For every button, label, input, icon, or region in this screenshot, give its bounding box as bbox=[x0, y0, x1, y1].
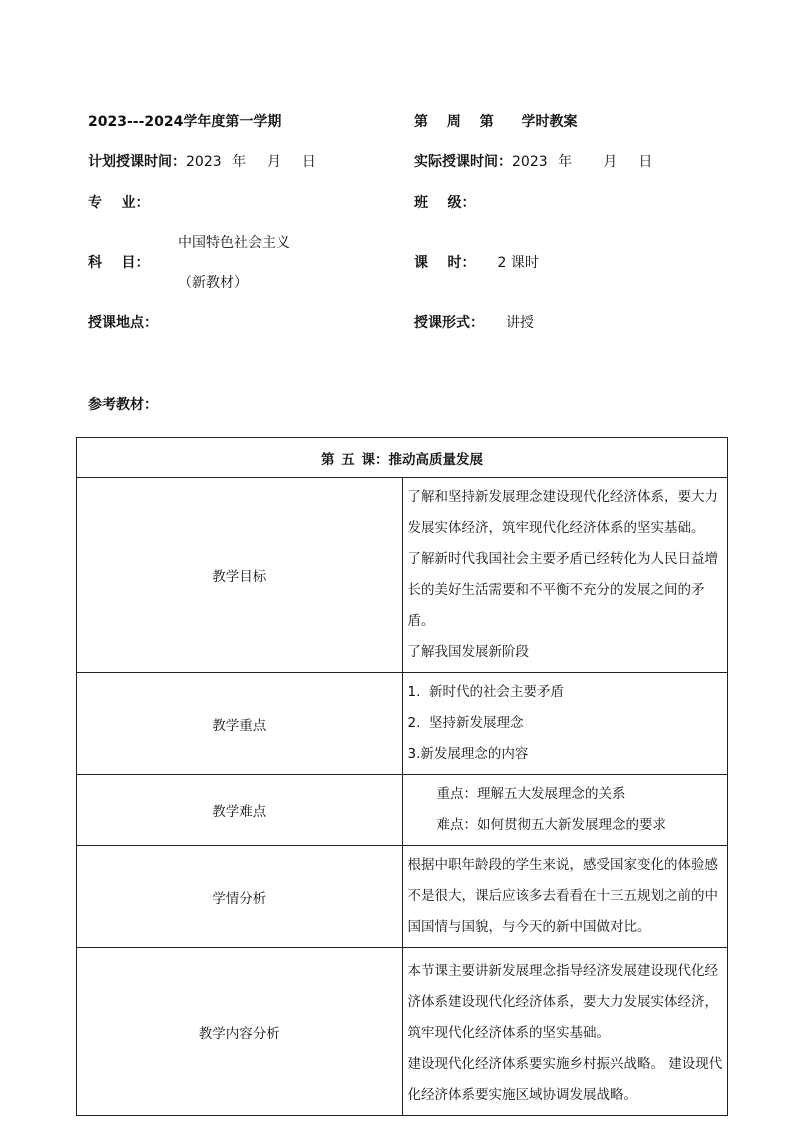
row-label-difficulties: 教学难点 bbox=[77, 775, 403, 846]
table-title: 第 五 课：推动高质量发展 bbox=[77, 438, 728, 478]
major-label: 专 业： bbox=[88, 195, 150, 211]
hours bbox=[414, 253, 539, 273]
planned-time-value: 2023 年 月 日 bbox=[186, 154, 316, 170]
lesson-plan-label: 学时教案 bbox=[521, 114, 578, 130]
row-label-key-points: 教学重点 bbox=[77, 673, 403, 775]
form-value: 讲授 bbox=[506, 315, 534, 331]
term-title: 2023---2024学年度第一学期 bbox=[88, 114, 282, 130]
row-label-content-analysis: 教学内容分析 bbox=[77, 948, 403, 1116]
subject-value-line2: （新教材） bbox=[178, 275, 248, 291]
actual-time-value: 2023 年 月 日 bbox=[512, 154, 653, 170]
row-label-learner-analysis: 学情分析 bbox=[77, 846, 403, 948]
content-line: 重点：理解五大发展理念的关系 bbox=[436, 786, 626, 802]
content-line: 了解新时代我国社会主要矛盾已经转化为人民日益增长的美好生活需要和不平衡不充分的发展之间的矛盾。 bbox=[407, 551, 718, 629]
planned-time bbox=[88, 152, 316, 172]
content-line: 根据中职年龄段的学生来说，感受国家变化的体验感不是很大，课后应该多去看看在十三五规划之前的中国国情与国貌，与今天的新中国做对比。 bbox=[407, 857, 718, 935]
subject-label: 科 目： bbox=[88, 255, 150, 271]
table-row bbox=[77, 673, 728, 775]
hours-label: 课 时： bbox=[414, 255, 476, 271]
teaching-form bbox=[414, 313, 534, 333]
content-line: 了解我国发展新阶段 bbox=[407, 644, 529, 660]
actual-time bbox=[414, 152, 652, 172]
location-label: 授课地点： bbox=[88, 315, 158, 331]
row-content-difficulties bbox=[402, 775, 728, 846]
content-line: 了解和坚持新发展理念建设现代化经济体系，要大力发展实体经济，筑牢现代化经济体系的坚实基础。 bbox=[407, 489, 718, 536]
row-content-learner-analysis bbox=[402, 846, 728, 948]
content-line: 1. 新时代的社会主要矛盾 bbox=[407, 684, 564, 700]
form-label: 授课形式： bbox=[414, 315, 484, 331]
subject-value-line1: 中国特色社会主义 bbox=[178, 235, 290, 251]
row-label-objectives: 教学目标 bbox=[77, 478, 403, 673]
week-label bbox=[414, 112, 578, 132]
week-label-text: 第 周 第 bbox=[414, 114, 494, 130]
planned-time-label: 计划授课时间： bbox=[88, 154, 186, 170]
content-line: 建设现代化经济体系要实施乡村振兴战略。 建设现代化经济体系要实施区域协调发展战略。 bbox=[407, 1056, 723, 1103]
hours-value: 2 课时 bbox=[497, 255, 539, 271]
content-line: 2. 坚持新发展理念 bbox=[407, 715, 524, 731]
table-title-row bbox=[77, 438, 728, 478]
table-row bbox=[77, 846, 728, 948]
table-row bbox=[77, 948, 728, 1116]
row-content-content-analysis bbox=[402, 948, 728, 1116]
table-row bbox=[77, 775, 728, 846]
row-content-key-points bbox=[402, 673, 728, 775]
reference-label: 参考教材： bbox=[88, 397, 158, 413]
class-label: 班 级： bbox=[414, 195, 476, 211]
content-line: 本节课主要讲新发展理念指导经济发展建设现代化经济体系建设现代化经济体系，要大力发展实体经济，筑牢现代化经济体系的坚实基础。 bbox=[407, 963, 718, 1041]
table-row bbox=[77, 478, 728, 673]
actual-time-label: 实际授课时间： bbox=[414, 154, 512, 170]
content-line: 3.新发展理念的内容 bbox=[407, 746, 529, 762]
lesson-plan-table bbox=[76, 437, 728, 1116]
row-content-objectives bbox=[402, 478, 728, 673]
content-line: 难点：如何贯彻五大新发展理念的要求 bbox=[436, 817, 666, 833]
